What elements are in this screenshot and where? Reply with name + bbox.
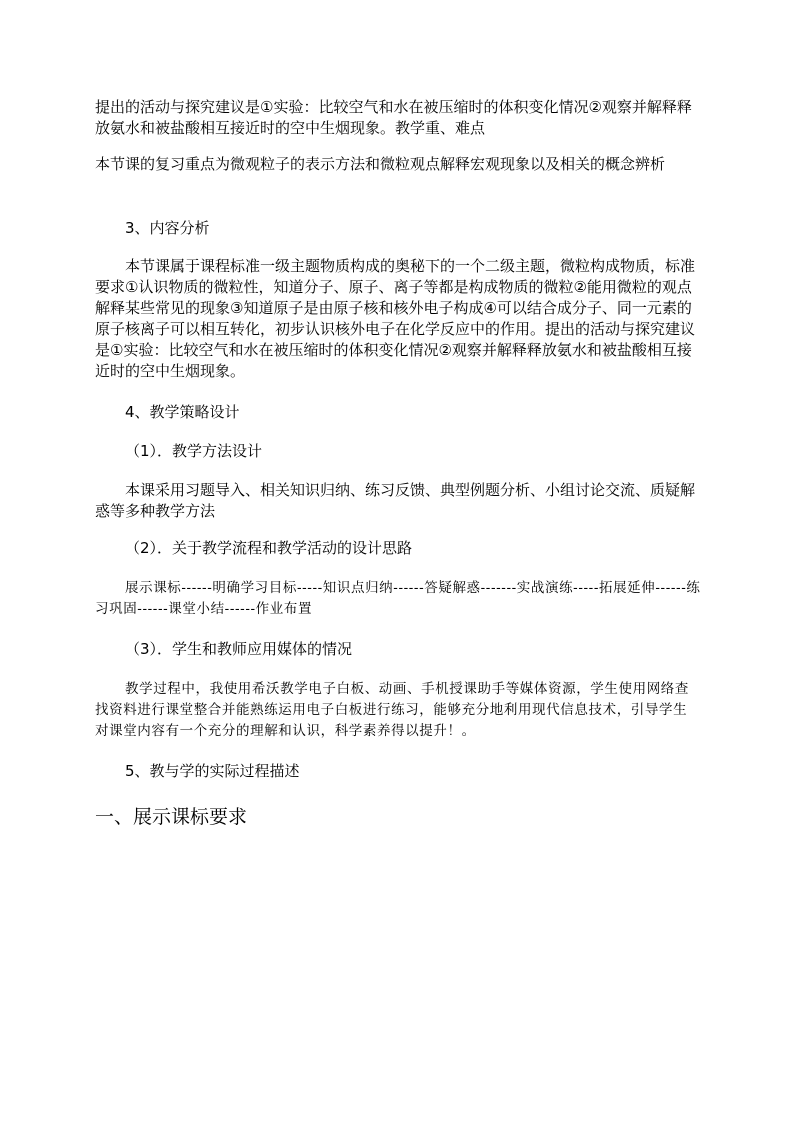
heading-content-analysis: 3、内容分析 xyxy=(125,219,210,237)
paragraph-teaching-flow: 展示课标------明确学习目标-----知识点归纳------答疑解惑-------实战演练-----拓展延伸------练习巩固------课堂小结------作业布置 xyxy=(95,580,701,617)
paragraph-teaching-method: 本课采用习题导入、相关知识归纳、练习反馈、典型例题分析、小组讨论交流、质疑解惑等多种教学方法 xyxy=(95,481,696,520)
section-title: 一、展示课标要求 xyxy=(95,806,248,828)
paragraph-content-analysis: 本节课属于课程标准一级主题物质构成的奥秘下的一个二级主题，微粒构成物质，标准要求①认识物质的微粒性，知道分子、原子、离子等都是构成物质的微粒②能用微粒的观点解释某些常见的现象③知道原子是由原子核和核外电子构成④可以结合成分子、同一元素的原子核离子可以相互转化，初步认识核外电子在化学反应中的作用。提出的活动与探究建议是①实验：比较空气和水在被压缩时的体积变化情况②观察并解释释放氨水和被盐酸相互接近时的空中生烟现象。 xyxy=(95,257,696,380)
paragraph-media-usage: 教学过程中，我使用希沃教学电子白板、动画、手机授课助手等媒体资源，学生使用网络查找资料进行课堂整合并能熟练运用电子白板进行练习，能够充分地利用现代信息技术，引导学生对课堂内容有一个充分的理解和认识，科学素养得以提升！。 xyxy=(95,681,689,739)
heading-media-usage: （3）．学生和教师应用媒体的情况 xyxy=(125,640,353,658)
heading-teaching-method: （1）．教学方法设计 xyxy=(125,442,263,460)
paragraph-activity-suggestions: 提出的活动与探究建议是①实验：比较空气和水在被压缩时的体积变化情况②观察并解释释放氨水和被盐酸相互接近时的空中生烟现象。教学重、难点 xyxy=(95,98,692,137)
paragraph-review-focus: 本节课的复习重点为微观粒子的表示方法和微粒观点解释宏观现象以及相关的概念辨析 xyxy=(95,155,666,173)
heading-teaching-flow: （2）．关于教学流程和教学活动的设计思路 xyxy=(125,539,413,557)
heading-teaching-strategy: 4、教学策略设计 xyxy=(125,403,240,421)
heading-teaching-process: 5、教与学的实际过程描述 xyxy=(125,762,300,780)
